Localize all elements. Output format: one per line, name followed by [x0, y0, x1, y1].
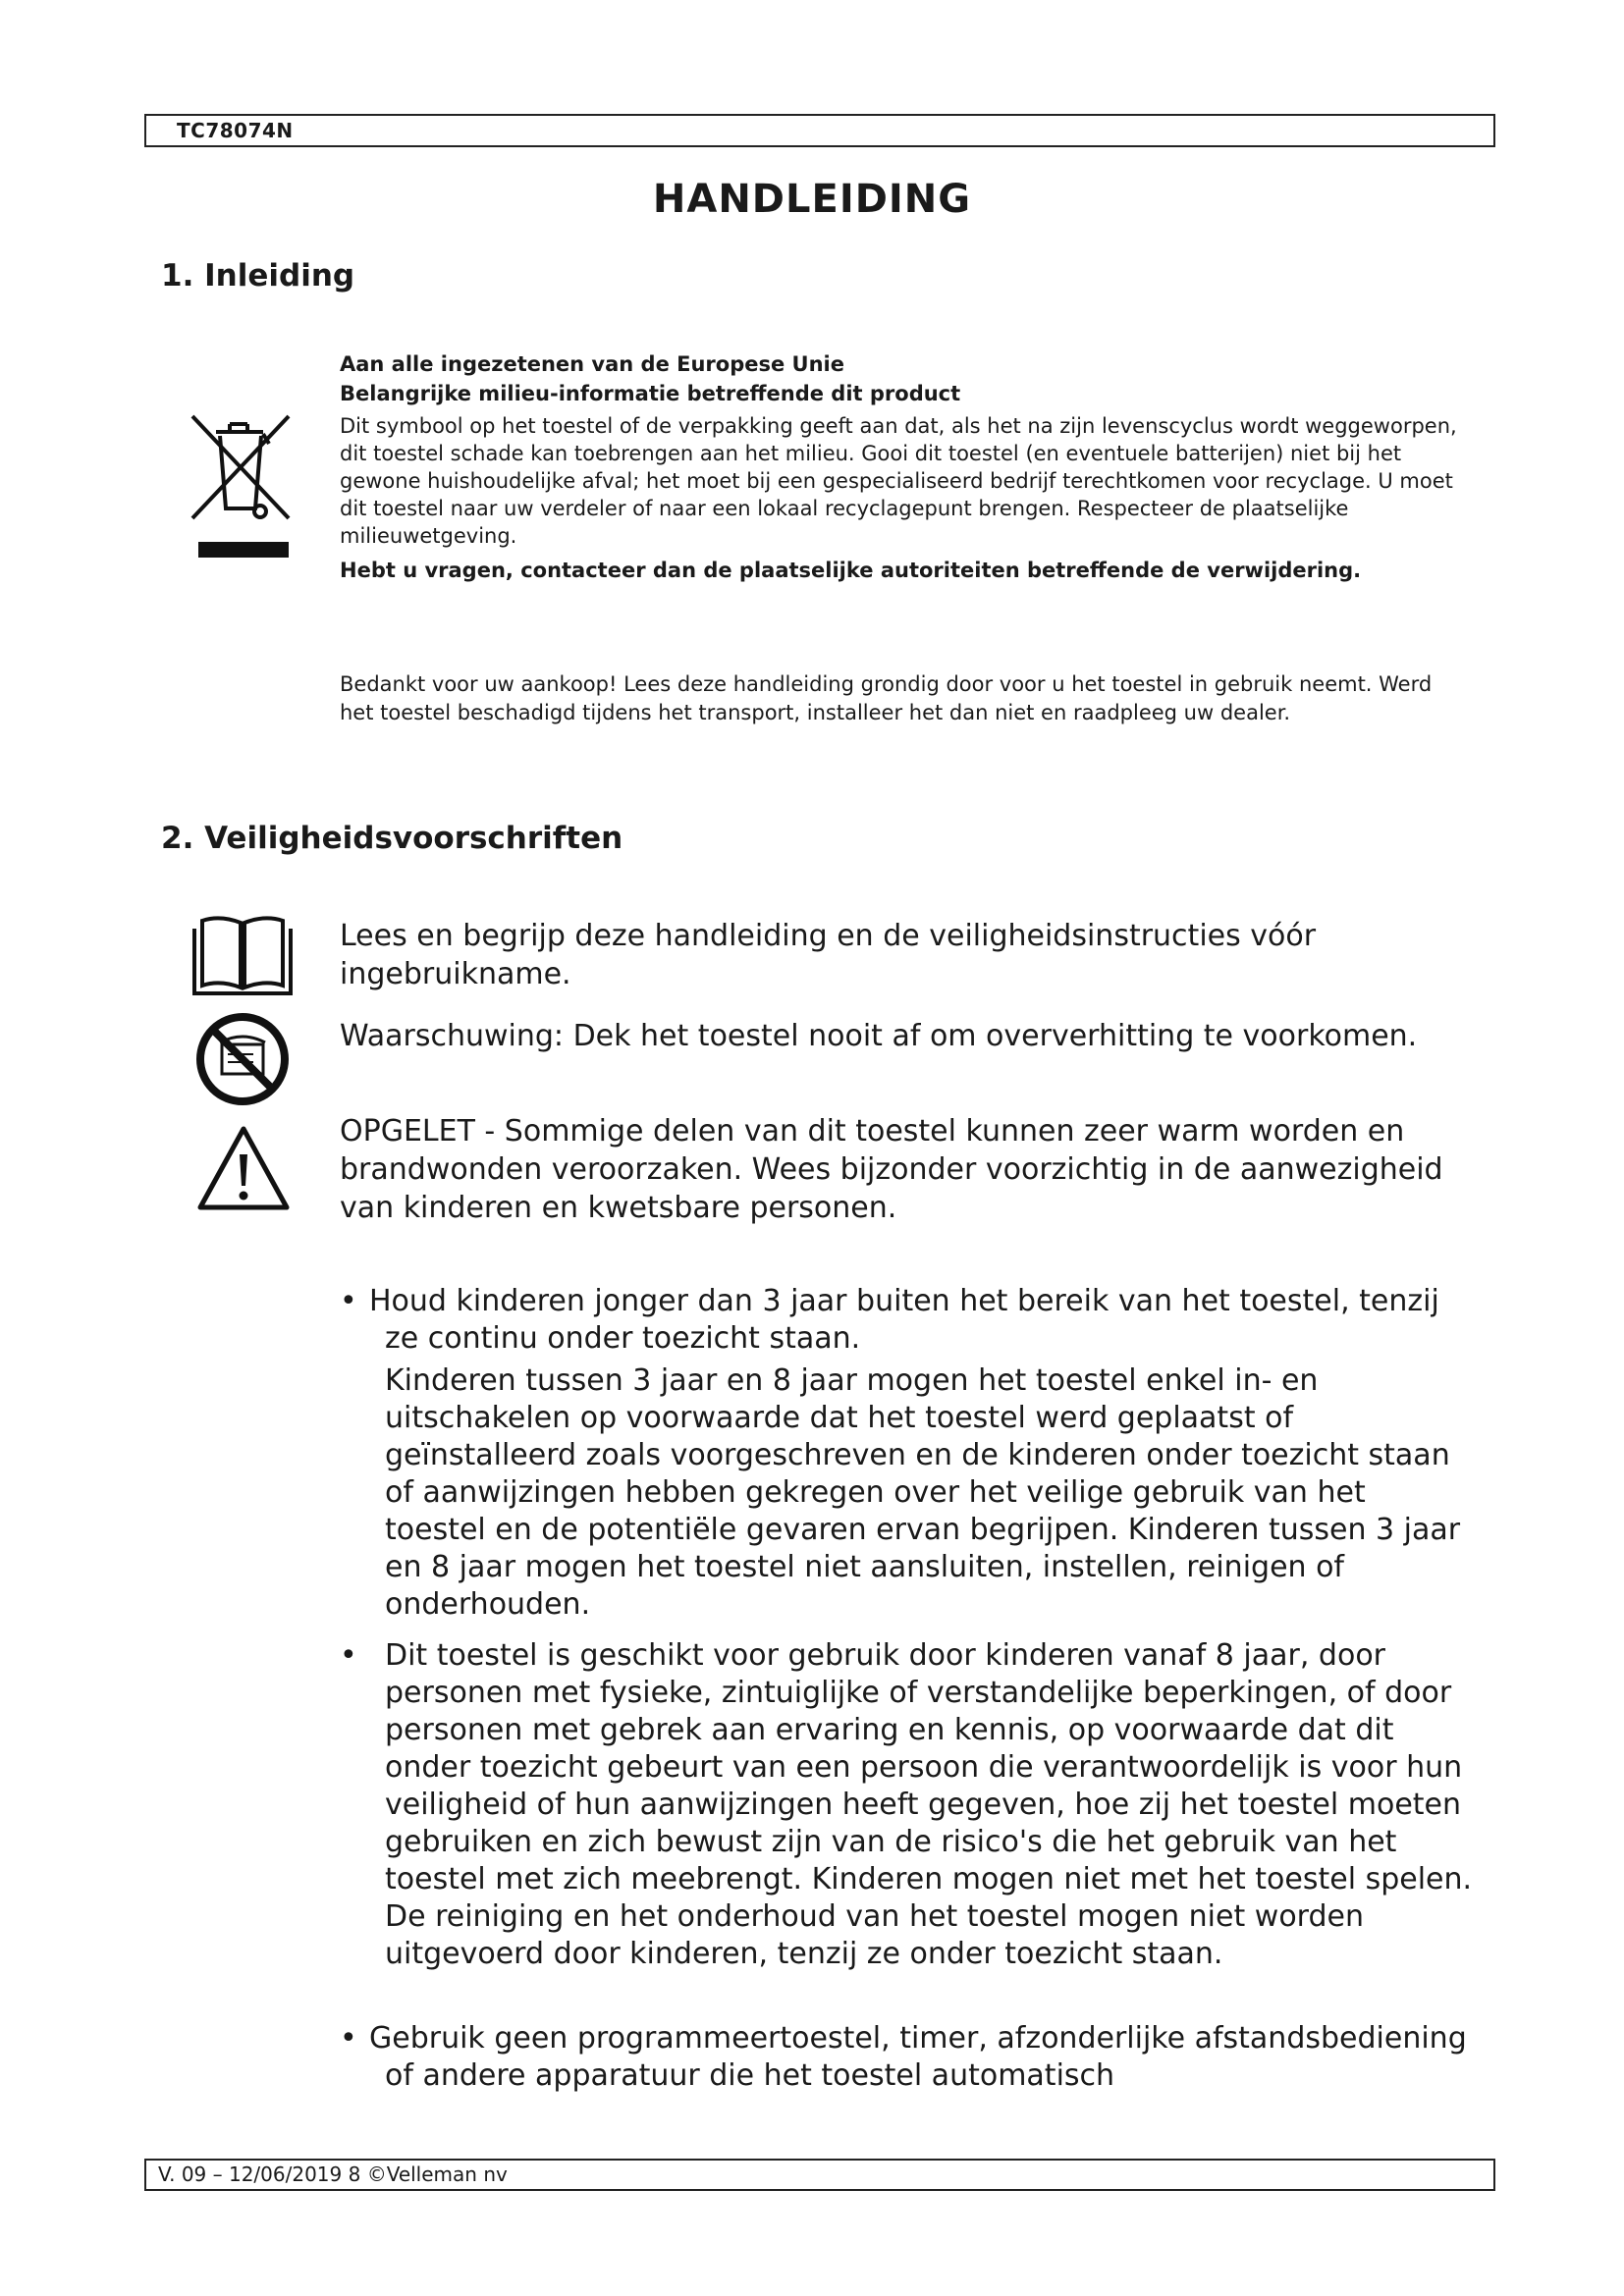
read-manual-book-icon — [189, 911, 297, 997]
weee-contact: Hebt u vragen, contacteer dan de plaatselijke autoriteiten betreffende de verwijdering. — [340, 559, 1362, 582]
do-not-cover-icon — [194, 1011, 291, 1107]
weee-heading-env: Belangrijke milieu-informatie betreffende dit product — [340, 382, 961, 405]
weee-notice — [340, 349, 1459, 585]
thanks-paragraph: Bedankt voor uw aankoop! Lees deze handleiding grondig door voor u het toestel in gebruik neemt. Werd het toestel beschadigd tijdens het transport, installeer het dan niet en raadpleeg uw dealer. — [340, 672, 1433, 724]
document-title: HANDLEIDING — [652, 177, 972, 222]
no-cover-warning-text: Waarschuwing: Dek het toestel nooit af om oververhitting te voorkomen. — [340, 1019, 1418, 1053]
bullet1-text: Houd kinderen jonger dan 3 jaar buiten het bereik van het toestel, tenzij ze continu onder toezicht staan. — [369, 1284, 1439, 1356]
bullet-icon: • — [340, 1284, 357, 1318]
warning-triangle-icon — [194, 1123, 293, 1213]
bullet3-text: Gebruik geen programmeertoestel, timer, afzonderlijke afstandsbediening of andere apparatuur die het toestel automatisch — [369, 2021, 1467, 2093]
bullet-icon: • — [340, 2021, 357, 2056]
header-model-box — [144, 114, 1495, 147]
read-manual-text: Lees en begrijp deze handleiding en de veiligheidsinstructies vóór ingebruikname. — [340, 919, 1317, 991]
footer-box — [144, 2159, 1495, 2191]
weee-heading-eu: Aan alle ingezetenen van de Europese Unie — [340, 352, 844, 376]
footer-text: V. 09 – 12/06/2019 8 ©Velleman nv — [158, 2163, 508, 2186]
bullet-icon: • — [340, 1638, 357, 1673]
section-heading-inleiding: 1. Inleiding — [161, 258, 355, 294]
weee-body: Dit symbool op het toestel of de verpakking geeft aan dat, als het na zijn levenscyclus wordt weggeworpen, dit toestel schade kan toebrengen aan het milieu. Gooi dit toestel (en eventuele batterijen) niet bij het gewone huishoudelijke afval; het moet bij een gespecialiseerd bedrijf terechtkomen voor recyclage. U moet dit toestel naar uw verdeler of naar een lokaal recyclagepunt brengen. Respecteer de plaatselijke milieuwetgeving. — [340, 414, 1457, 548]
hot-surface-warning-text: OPGELET - Sommige delen van dit toestel kunnen zeer warm worden en brandwonden veroorzaken. Wees bijzonder voorzichtig in de aanwezigheid van kinderen en kwetsbare personen. — [340, 1114, 1443, 1225]
section-heading-veiligheid: 2. Veiligheidsvoorschriften — [161, 821, 623, 856]
weee-crossed-bin-icon — [187, 410, 297, 562]
model-number: TC78074N — [177, 119, 294, 142]
bullet1-continued-text: Kinderen tussen 3 jaar en 8 jaar mogen het toestel enkel in- en uitschakelen op voorwaarde dat het toestel werd geplaatst of geïnstalleerd zoals voorgeschreven en de kinderen onder toezicht staan of aanwijzingen hebben gekregen over het veilige gebruik van het toestel en de potentiële gevaren ervan begrijpen. Kinderen tussen 3 jaar en 8 jaar mogen het toestel niet aansluiten, instellen, reinigen of onderhouden. — [385, 1363, 1461, 1622]
bullet2-text: Dit toestel is geschikt voor gebruik door kinderen vanaf 8 jaar, door personen met fysieke, zintuiglijke of verstandelijke beperkingen, of door personen met gebrek aan ervaring en kennis, op voorwaarde dat dit onder toezicht gebeurt van een persoon die verantwoordelijk is voor hun veiligheid of hun aanwijzingen heeft gegeven, hoe zij het toestel moeten gebruiken en zich bewust zijn van de risico's die het gebruik van het toestel met zich meebrengt. Kinderen mogen niet met het toestel spelen. De reiniging en het onderhoud van het toestel mogen niet worden uitgevoerd door kinderen, tenzij ze onder toezicht staan. — [385, 1638, 1473, 1971]
